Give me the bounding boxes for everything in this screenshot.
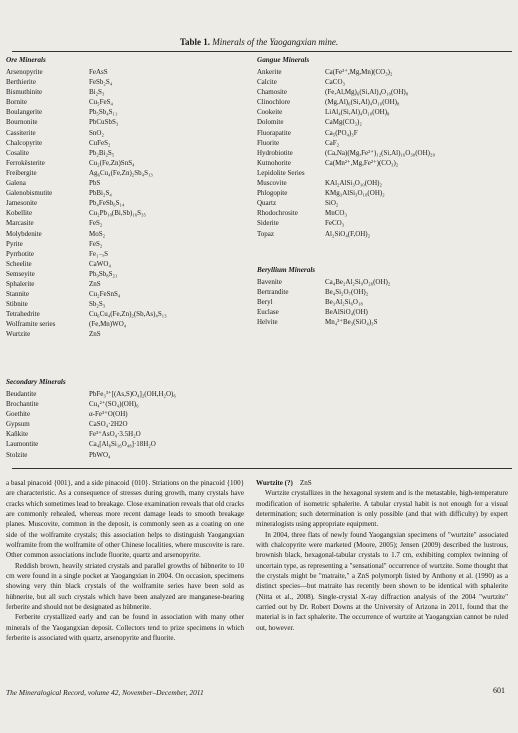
mineral-formula: CuFeS₂ (89, 138, 111, 147)
mineral-formula: BeAlSiO₄(OH) (325, 308, 368, 317)
mineral-formula: Cu₅FeS₄ (89, 98, 113, 107)
mineral-formula: CaWO₄ (89, 259, 111, 268)
wurtzite-heading-formula: ZnS (299, 479, 312, 487)
mineral-formula: Cu₂FeSnS₄ (89, 290, 121, 299)
mineral-name: Marcasite (6, 219, 34, 228)
mineral-row (257, 208, 512, 218)
mineral-row (257, 67, 512, 77)
mineral-formula: Ag₆Cu₄(Fe,Zn)₂Sb₄S₁₃ (89, 168, 153, 177)
mineral-name: Kutnohorite (257, 158, 291, 167)
mineral-formula: CaF₂ (325, 138, 340, 147)
mineral-name: Bismuthinite (6, 88, 43, 97)
mineral-name: Quartz (257, 199, 277, 208)
mineral-name: Pyrrhotite (6, 249, 34, 258)
mineral-name: Calcite (257, 78, 277, 87)
mineral-row (6, 269, 246, 279)
mineral-formula: PbS (89, 179, 101, 188)
mineral-row (6, 218, 246, 228)
mineral-name: Stannite (6, 290, 29, 299)
mineral-name: Siderite (257, 219, 279, 228)
mineral-name: Topaz (257, 229, 275, 238)
gangue-minerals-title: Gangue Minerals (257, 56, 310, 64)
mineral-row (6, 138, 246, 148)
mineral-row (257, 198, 512, 208)
mineral-name: Ankerite (257, 68, 282, 76)
mineral-formula: Ca(Mn²⁺,Mg,Fe²⁺)(CO₃)₂ (325, 158, 399, 167)
mineral-name: Laumontite (6, 440, 39, 449)
secondary-minerals-list (6, 389, 246, 460)
mineral-row (6, 97, 246, 107)
mineral-row (257, 148, 512, 158)
gangue-minerals-list (257, 67, 512, 239)
mineral-name: Tetrahedrite (6, 310, 40, 319)
mineral-name: Molybdenite (6, 229, 42, 238)
right-paragraph: In 2004, three flats of newly found Yaogangxian specimens of "wurtzite" associated with chalcopyrite were marketed (Moore, 2005); Jensen (2009) described the lustrous, brownish black, hexagonal-tabular crystals to 1.7 cm, exhibiting complex twinning of uncertain type, as representing a "sensational" occurrence of wurtzite. Some thought that the crystals might be "matraite," a ZnS polymorph listed by Anthony et al. (1990) as a distinct species—but matraite has recently been shown to be identical with sphalerite (Nitta et al., 2008). Single-crystal X-ray diffraction analysis of the 2004 "wurtzite" carried out by Dr. Robert Downs at the University of Arizona in 2011, found that the material is in fact sphalerite. The occurrence of wurtzite at Yaogangxian cannot be ruled out, however. (256, 530, 508, 632)
mineral-row (6, 249, 246, 259)
mineral-row (257, 77, 512, 87)
mineral-row (6, 309, 246, 319)
mineral-name: Semseyite (6, 269, 35, 278)
mineral-formula: LiAl₄(Si,Al)₄O₁₀(OH)₈ (325, 108, 390, 117)
mineral-row (6, 329, 246, 339)
mineral-formula: Fe³⁺AsO₄·3.5H₂O (89, 430, 141, 439)
mineral-row (6, 319, 246, 329)
wurtzite-heading (256, 478, 508, 488)
mineral-name: Sphalerite (6, 279, 35, 288)
mineral-formula: Pb₄FeSb₆S₁₄ (89, 199, 125, 208)
mineral-formula: Be₃Al₂Si₆O₁₈ (325, 298, 363, 307)
mineral-formula: Bi₂S₃ (89, 88, 105, 97)
mineral-row (6, 450, 246, 460)
mineral-name: Jamesonite (6, 199, 38, 208)
mineral-formula: FeS₂ (89, 219, 103, 228)
beryllium-minerals-list (257, 277, 512, 327)
mineral-row (257, 87, 512, 97)
mineral-name: Wolframite series (6, 320, 56, 329)
mineral-formula: Be₄Si₂O₇(OH)₂ (325, 288, 369, 297)
mineral-formula: CaSO₄·2H2O (89, 420, 128, 429)
mineral-name: Helvite (257, 318, 278, 327)
mineral-formula: Cu₂Pb₁₀(Bi,Sb)₁₆S₃₅ (89, 209, 146, 218)
mineral-row (6, 229, 246, 239)
mineral-formula: α-Fe³⁺O(OH) (89, 410, 128, 419)
mineral-row (6, 87, 246, 97)
wurtzite-heading-name: Wurtzite (?) (256, 479, 293, 487)
mineral-formula: Fe₁₋ₓS (89, 249, 109, 258)
mineral-formula: FeSb₂S₄ (89, 78, 113, 87)
mineral-formula: Ca₅(PO₄)₃F (325, 128, 358, 137)
mineral-name: Brochantite (6, 400, 39, 409)
mineral-name: Rhodochrosite (257, 209, 298, 218)
table-title (0, 37, 518, 47)
mineral-formula: Ca₄[Al₈Si₁₆O₄₈]·18H₂O (89, 440, 156, 449)
ore-minerals-title: Ore Minerals (6, 56, 46, 64)
mineral-row (257, 287, 512, 297)
table-title-text: Minerals of the Yaogangxian mine. (212, 37, 339, 47)
mineral-name: Bavenite (257, 278, 282, 286)
mineral-formula: Cu₆Cu₄(Fe,Zn)₂(Sb,As)₄S₁₃ (89, 310, 167, 319)
mineral-formula: CaMg(CO₃)₂ (325, 118, 362, 127)
mineral-formula: MoS₂ (89, 229, 106, 238)
mineral-row (6, 419, 246, 429)
mineral-row (257, 138, 512, 148)
mineral-name: Galena (6, 179, 26, 188)
mineral-row (6, 168, 246, 178)
mineral-name: Kaňkite (6, 430, 29, 439)
mineral-name: Chalcopyrite (6, 138, 43, 147)
mineral-row (6, 117, 246, 127)
table-bottom-rule (12, 468, 512, 469)
mineral-name: Fluorite (257, 138, 280, 147)
mineral-formula: KMg₃AlSi₃O₁₀(OH)₂ (325, 189, 385, 198)
left-paragraph: Reddish brown, heavily striated crystals and parallel growths of hübnerite to 10 cm were found in a single pocket at Yaogangxian in 2004. On occasion, specimens showing very thin black crystals of the wolframite series have been sold as hübnerite, but all such crystals which have been analyzed are manganese-bearing ferberite and should not be designated as hübnerite. (6, 561, 244, 612)
mineral-row (6, 188, 246, 198)
mineral-row (257, 117, 512, 127)
mineral-name: Freibergite (6, 168, 37, 177)
table-top-rule (12, 51, 512, 52)
mineral-formula: (Fe,Al,Mg)₆(Si,Al)₄O₁₀(OH)₈ (325, 88, 409, 97)
mineral-name: Lepidolite Series (257, 168, 305, 177)
mineral-name: Goethite (6, 410, 31, 419)
mineral-row (257, 277, 512, 287)
mineral-row (6, 198, 246, 208)
mineral-name: Stibnite (6, 300, 28, 309)
mineral-name: Cassiterite (6, 128, 36, 137)
mineral-formula: (Ca,Na)(Mg,Fe²⁺)₁₂(Si,Al)₁₆O₃₀(OH)₂₀ (325, 148, 435, 157)
mineral-formula: Mn₄²⁺Be₃(SiO₄)₃S (325, 318, 378, 327)
mineral-row (6, 279, 246, 289)
mineral-name: Cookeite (257, 108, 283, 117)
beryllium-minerals-title: Beryllium Minerals (257, 266, 316, 274)
mineral-row (257, 317, 512, 327)
mineral-row (6, 389, 246, 399)
secondary-minerals-title: Secondary Minerals (6, 378, 66, 386)
mineral-formula: FeAsS (89, 68, 108, 76)
mineral-formula: Ca(Fe²⁺,Mg,Mn)(CO₃)₂ (325, 68, 393, 76)
mineral-row (257, 307, 512, 317)
mineral-name: Bournonite (6, 118, 38, 127)
mineral-name: Bornite (6, 98, 27, 107)
mineral-name: Gypsum (6, 420, 30, 429)
mineral-name: Euclase (257, 308, 279, 317)
mineral-row (257, 218, 512, 228)
mineral-name: Pyrite (6, 239, 23, 248)
mineral-row (257, 229, 512, 239)
mineral-name: Beudantite (6, 390, 37, 398)
mineral-formula: Sb₂S₃ (89, 300, 106, 309)
mineral-name: Berthierite (6, 78, 36, 87)
mineral-name: Wurtzite (6, 330, 31, 339)
mineral-name: Ferrokësterite (6, 158, 45, 167)
mineral-formula: Pb₉Sb₈S₂₁ (89, 269, 118, 278)
mineral-formula: (Mg,Al)₆(Si,Al)₄O₁₀(OH)₈ (325, 98, 400, 107)
mineral-formula: PbWO₄ (89, 450, 111, 459)
mineral-formula: PbBi₂S₄ (89, 189, 112, 198)
mineral-row (6, 259, 246, 269)
mineral-formula: Cu₂(Fe,Zn)SnS₄ (89, 158, 135, 167)
mineral-name: Clinochlore (257, 98, 291, 107)
left-body-text (6, 478, 244, 644)
mineral-row (257, 97, 512, 107)
mineral-name: Galenobismutite (6, 189, 53, 198)
mineral-row (6, 439, 246, 449)
mineral-formula: Pb₂Bi₂S₅ (89, 148, 115, 157)
mineral-name: Phlogopite (257, 189, 288, 198)
mineral-row (6, 178, 246, 188)
mineral-name: Beryl (257, 298, 273, 307)
mineral-name: Kobellite (6, 209, 33, 218)
mineral-formula: (Fe,Mn)WO₄ (89, 320, 127, 329)
mineral-name: Bertrandite (257, 288, 289, 297)
mineral-formula: KAl₂AlSi₃O₁₀(OH)₂ (325, 179, 382, 188)
mineral-formula: Ca₄Be₂Al₂Si₉O₂₆(OH)₂ (325, 278, 391, 286)
mineral-name: Arsenopyrite (6, 68, 43, 76)
mineral-formula: FeCO₃ (325, 219, 345, 228)
mineral-formula: Al₂SiO₄(F,OH)₂ (325, 229, 371, 238)
mineral-name: Muscovite (257, 179, 287, 188)
mineral-name: Scheelite (6, 259, 32, 268)
mineral-row (257, 128, 512, 138)
mineral-formula: PbFe₃³⁺[(As,S)O₄]₂(OH,H₂O)₆ (89, 390, 176, 398)
mineral-row (6, 409, 246, 419)
mineral-row (6, 107, 246, 117)
mineral-formula: Pb₅Sb₄S₁₁ (89, 108, 118, 117)
mineral-row (6, 399, 246, 409)
table-title-label: Table 1. (179, 37, 210, 47)
mineral-row (6, 158, 246, 168)
mineral-row (257, 107, 512, 117)
mineral-name: Cosalite (6, 148, 29, 157)
mineral-row (257, 168, 512, 178)
mineral-formula: SiO₂ (325, 199, 339, 208)
left-paragraph: Ferberite crystallized early and can be found in association with many other minerals of the Yaogangxian deposit. Collectors tend to prize specimens in which ferberite is associated with quartz, arsenopyrite and fluorite. (6, 613, 244, 643)
mineral-name: Dolomite (257, 118, 284, 127)
mineral-row (6, 429, 246, 439)
mineral-name: Chamosite (257, 88, 287, 97)
mineral-name: Fluorapatite (257, 128, 291, 137)
mineral-formula: CaCO₃ (325, 78, 345, 87)
page-number: 601 (493, 686, 505, 695)
mineral-formula: ZnS (89, 330, 101, 339)
mineral-formula: SnO₂ (89, 128, 104, 137)
mineral-formula: FeS₂ (89, 239, 103, 248)
mineral-formula: PbCuSbS₃ (89, 118, 119, 127)
mineral-row (257, 178, 512, 188)
left-paragraph: a basal pinacoid {001}, and a side pinacoid {010}. Striations on the pinacoid {100} are characteristic. As a consequence of stresses during growth, many crystals have cracks which sometimes lead to breakage. Close examination reveals that old cracks are commonly rehealed, whereas more recent damage leads to smooth breakage planes. Muscovite, common in the deposit, is commonly seen as a coating on one side of the wolframite crystals; this association helps to distinguish Yaogangxian wolframite from the wolframite of other Chinese localities, where muscovite is rare. Other common associations include fluorite, quartz and arsenopyrite. (6, 479, 244, 560)
mineral-row (6, 67, 246, 77)
mineral-formula: Cu₄²⁺(SO₄)(OH)₆ (89, 400, 139, 409)
mineral-row (6, 148, 246, 158)
mineral-name: Hydrobiotite (257, 148, 293, 157)
mineral-row (6, 289, 246, 299)
mineral-row (257, 188, 512, 198)
mineral-row (6, 299, 246, 309)
mineral-row (6, 77, 246, 87)
mineral-name: Stolzite (6, 450, 28, 459)
mineral-formula: ZnS (89, 279, 101, 288)
mineral-row (257, 297, 512, 307)
journal-footer: The Mineralogical Record, volume 42, November–December, 2011 (6, 688, 204, 697)
mineral-row (6, 239, 246, 249)
mineral-formula: MnCO₃ (325, 209, 347, 218)
mineral-row (257, 158, 512, 168)
ore-minerals-list (6, 67, 246, 340)
mineral-name: Boulangerite (6, 108, 43, 117)
right-body-text (256, 478, 508, 633)
right-paragraph: Wurtzite crystallizes in the hexagonal system and is the metastable, high-temperature modification of isometric sphalerite. A tabular crystal habit is not enough for a visual determination; such determination is only possible (and that with difficulty) by expert mineralogists using appropriate equipment. (256, 489, 508, 529)
mineral-row (6, 128, 246, 138)
mineral-row (6, 208, 246, 218)
